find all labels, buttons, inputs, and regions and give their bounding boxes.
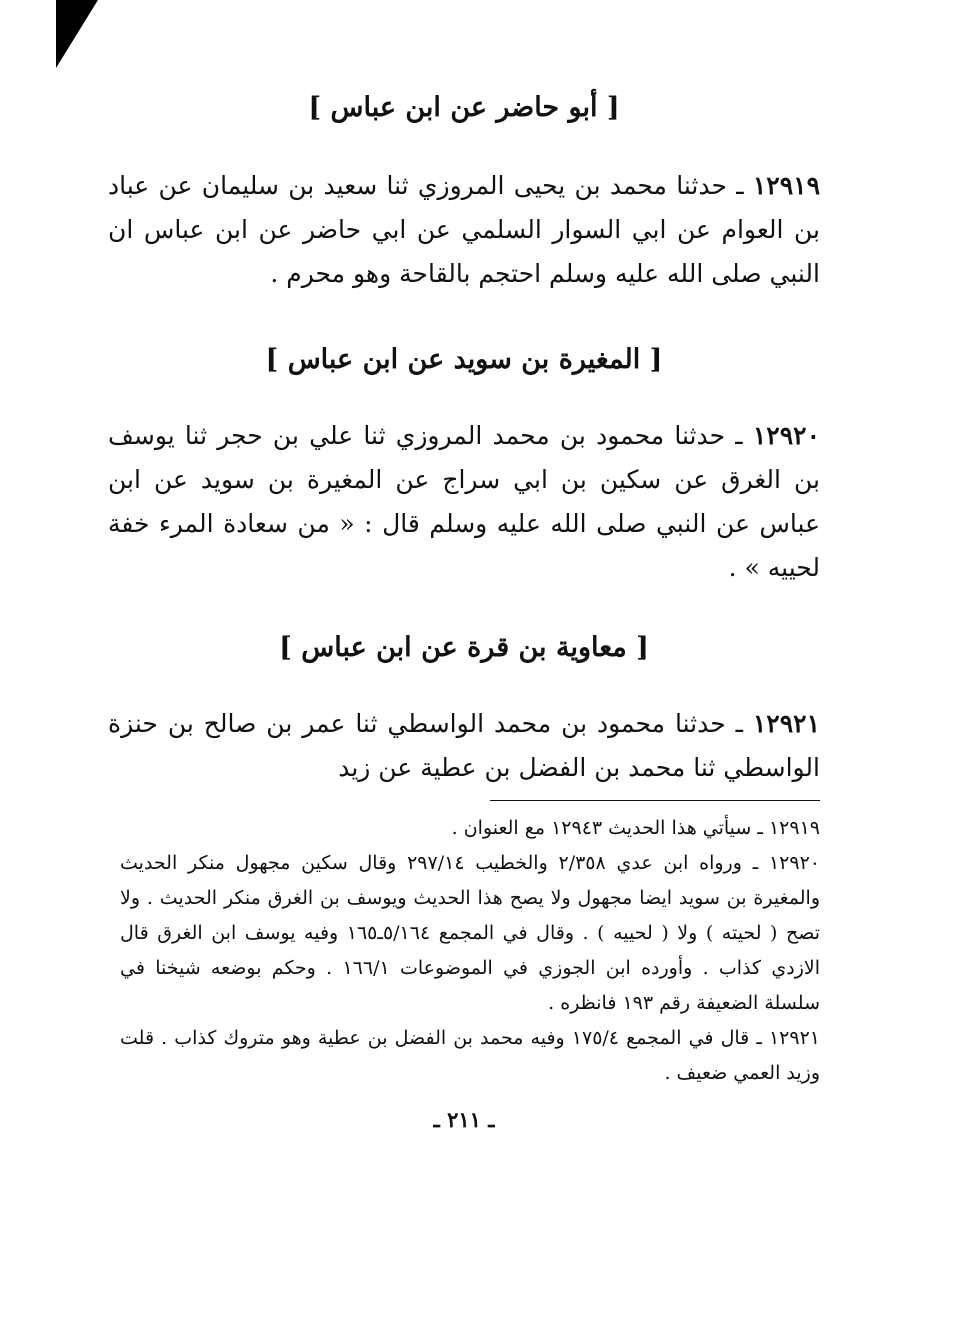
- hadith-paragraph: [108, 414, 820, 590]
- footnote: ١٢٩٢٠ ـ ورواه ابن عدي ٢/٣٥٨ والخطيب ٢٩٧/١٤ وقال سكين مجهول منكر الحديث والمغيرة بن سويد ايضا مجهول ولا يصح هذا الحديث ويوسف بن الغرق منكر الحديث . ولا تصح ( لحيته ) ولا ( لحييه ) . وقال في المجمع ٥/١٦٤ـ١٦٥ وفيه يوسف ابن الغرق قال الازدي كذاب . وأورده ابن الجوزي في الموضوعات ١٦٦/١ . وحكم بوضعه شيخنا في سلسلة الضعيفة رقم ١٩٣ فانظره .: [120, 852, 821, 1014]
- hadith-number: ١٢٩٢٠: [752, 421, 820, 450]
- section-heading: [ أبو حاضر عن ابن عباس ]: [308, 92, 620, 123]
- section-heading: [ المغيرة بن سويد عن ابن عباس ]: [265, 344, 663, 375]
- hadith-number: ١٢٩١٩: [752, 171, 820, 200]
- hadith-paragraph: [108, 164, 820, 296]
- footnote: ١٢٩١٩ ـ سيأتي هذا الحديث ١٢٩٤٣ مع العنوان .: [451, 817, 820, 839]
- hadith-text: ـ حدثنا محمود بن محمد المروزي ثنا علي بن حجر ثنا يوسف بن الغرق عن سكين بن ابي سراج عن المغيرة بن سويد عن ابن عباس عن النبي صلى الله عليه وسلم قال : « من سعادة المرء خفة لحييه » .: [108, 421, 820, 582]
- section-heading: [ معاوية بن قرة عن ابن عباس ]: [279, 632, 649, 663]
- hadith-text: ـ حدثنا محمود بن محمد الواسطي ثنا عمر بن صالح بن حنزة الواسطي ثنا محمد بن الفضل بن عطية عن زيد: [108, 709, 820, 782]
- corner-mark: [56, 0, 98, 68]
- hadith-text: ـ حدثنا محمد بن يحيى المروزي ثنا سعيد بن سليمان عن عباد بن العوام عن ابي السوار السلمي عن ابي حاضر عن ابن عباس ان النبي صلى الله عليه وسلم احتجم بالقاحة وهو محرم .: [108, 171, 820, 288]
- page-number: ـ ٢١١ ـ: [433, 1107, 495, 1132]
- footnote: ١٢٩٢١ ـ قال في المجمع ١٧٥/٤ وفيه محمد بن الفضل بن عطية وهو متروك كذاب . قلت وزيد العمي ضعيف .: [120, 1027, 820, 1084]
- hadith-paragraph: [108, 702, 820, 790]
- page-body: [108, 80, 820, 1132]
- hadith-number: ١٢٩٢١: [752, 709, 820, 738]
- footnote-divider: [490, 800, 820, 801]
- footnotes: [108, 811, 820, 1091]
